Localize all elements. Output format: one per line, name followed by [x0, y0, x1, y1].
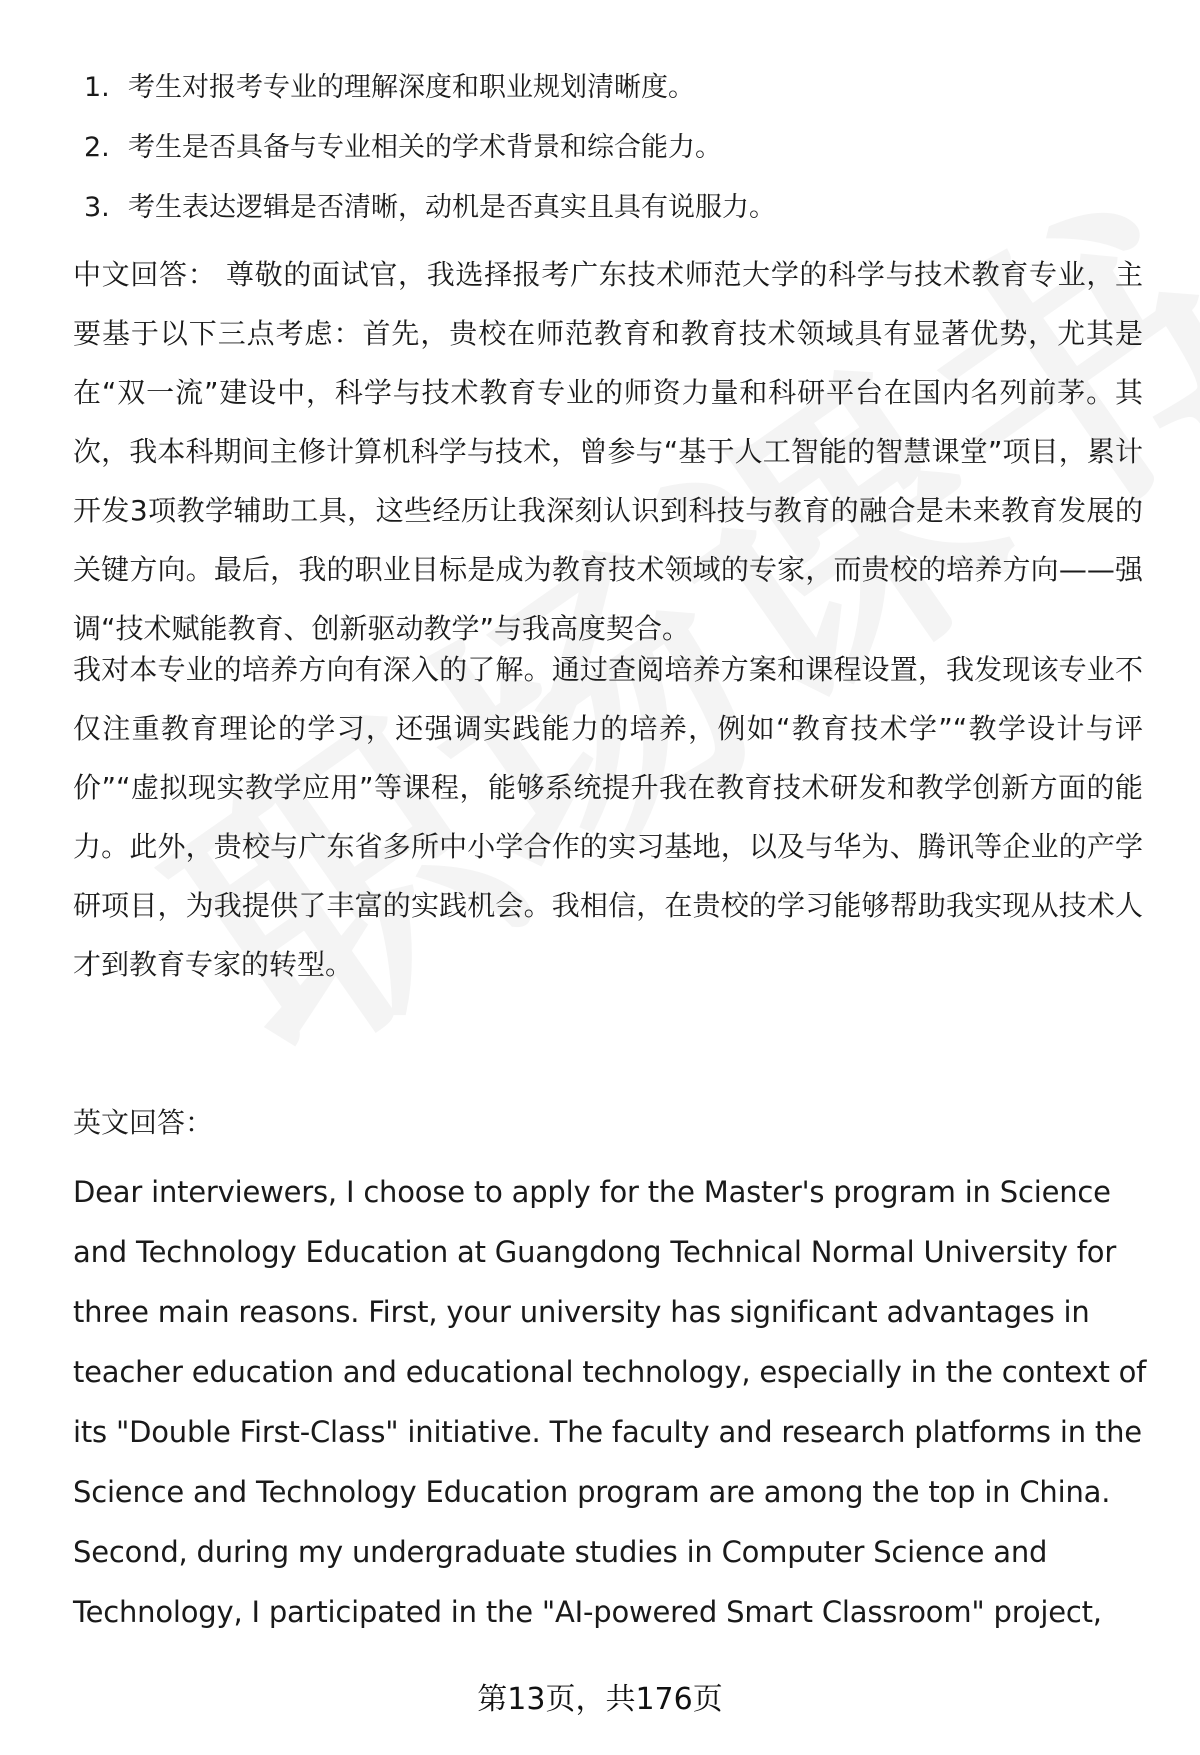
criteria-number: 3. — [84, 192, 110, 223]
criteria-item — [84, 130, 1144, 166]
chinese-answer-paragraph-1: 中文回答： 尊敬的面试官，我选择报考广东技术师范大学的科学与技术教育专业，主要基于以下三点考虑：首先，贵校在师范教育和教育技术领域具有显著优势，尤其是在“双一流”建设中，科学与技术教育专业的师资力量和科研平台在国内名列前茅。其次，我本科期间主修计算机科学与技术，曾参与“基于人工智能的智慧课堂”项目，累计开发3项教学辅助工具，这些经历让我深刻认识到科技与教育的融合是未来教育发展的关键方向。最后，我的职业目标是成为教育技术领域的专家，而贵校的培养方向——强调“技术赋能教育、创新驱动教学”与我高度契合。 — [73, 258, 1143, 645]
evaluation-criteria-list — [84, 70, 1144, 250]
criteria-item — [84, 70, 1144, 106]
criteria-number: 1. — [84, 72, 110, 103]
criteria-text: 考生对报考专业的理解深度和职业规划清晰度。 — [128, 72, 695, 103]
criteria-item — [84, 190, 1144, 226]
criteria-text: 考生是否具备与专业相关的学术背景和综合能力。 — [128, 132, 722, 163]
criteria-number: 2. — [84, 132, 110, 163]
english-answer-label: 英文回答： — [73, 1106, 214, 1139]
criteria-text: 考生表达逻辑是否清晰，动机是否真实且具有说服力。 — [128, 192, 776, 223]
english-answer-text: Dear interviewers, I choose to apply for the Master's program in Science and Technology Education at Guangdong Technical Normal University for three main reasons. First, your university has significant advantages in teacher education and educational technology, especially in the context of its "Double First-Class" initiative. The faculty and research platforms in the Science and Technology Education program are among the top in China. Second, during my undergraduate studies in Computer Science and Technology, I participated in the "AI-powered Smart Classroom" project, — [73, 1175, 1147, 1629]
chinese-answer-paragraph-2: 我对本专业的培养方向有深入的了解。通过查阅培养方案和课程设置，我发现该专业不仅注重教育理论的学习，还强调实践能力的培养，例如“教育技术学”“教学设计与评价”“虚拟现实教学应用”等课程，能够系统提升我在教育技术研发和教学创新方面的能力。此外，贵校与广东省多所中小学合作的实习基地，以及与华为、腾讯等企业的产学研项目，为我提供了丰富的实践机会。我相信，在贵校的学习能够帮助我实现从技术人才到教育专家的转型。 — [73, 653, 1143, 981]
page-number-footer: 第13页，共176页 — [477, 1682, 723, 1717]
